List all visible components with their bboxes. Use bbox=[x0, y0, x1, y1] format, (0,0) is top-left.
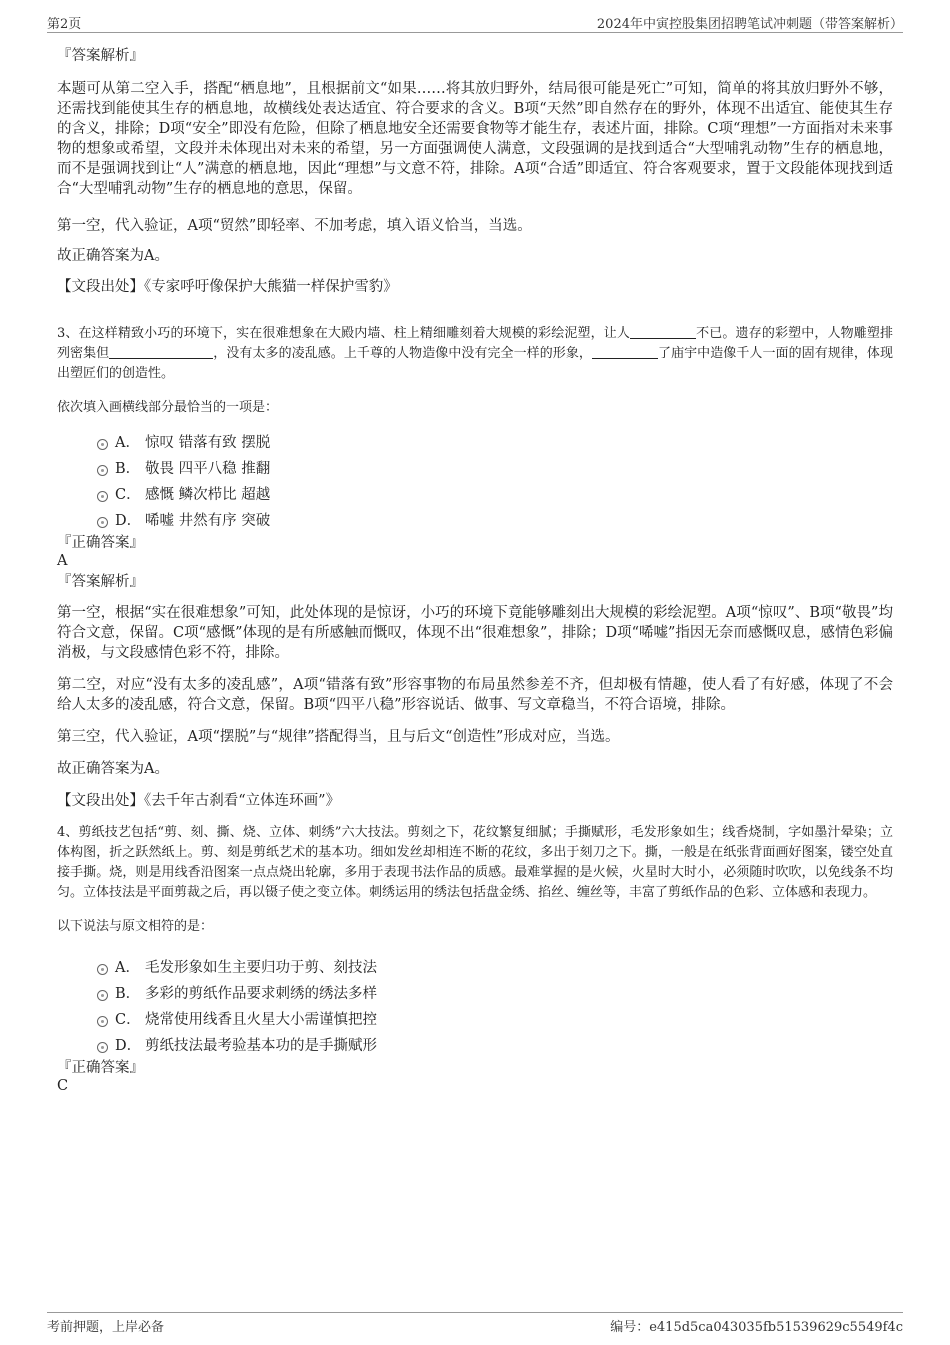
q4-correct-label: 『正确答案』 bbox=[57, 1060, 144, 1076]
q3-source: 【文段出处】《去千年古刹看“立体连环画”》 bbox=[57, 793, 341, 809]
q3-blank-3[interactable] bbox=[592, 344, 658, 359]
q3-option-d[interactable]: D． 唏嘘 井然有序 突破 bbox=[57, 508, 893, 534]
q3-blank-2[interactable] bbox=[109, 344, 213, 359]
q3-correct-answer: A bbox=[57, 553, 68, 569]
page-footer bbox=[47, 1312, 903, 1333]
q4-option-b[interactable]: B． 多彩的剪纸作品要求刺绣的绣法多样 bbox=[57, 981, 893, 1007]
radio-icon[interactable] bbox=[97, 964, 108, 975]
q2-analysis-p1: 本题可从第二空入手，搭配“栖息地”，且根据前文“如果……将其放归野外，结局很可能是死亡”可知，简单的将其放归野外不够，还需找到能使其生存的栖息地，故横线处表达适宜、符合要求的含义。B项“天然”即自然存在的野外，体现不出适宜、能使其生存的含义，排除；D项“安全”即没有危险，但除了栖息地安全还需要食物等才能生存，表述片面，排除。C项“理想”一方面指对未来事物的想象或希望，文段并未体现出对未来的希望，另一方面强调使人满意，文段强调的是找到适合“大型哺乳动物”生存的栖息地，而不是强调找到让“人”满意的栖息地，因此“理想”与文意不符，排除。A项“合适”即适宜、符合客观要求，置于文段能体现找到适合“大型哺乳动物”生存的栖息地的意思，保留。 bbox=[57, 81, 893, 197]
q4-prompt: 以下说法与原文相符的是： bbox=[57, 919, 214, 934]
radio-icon[interactable] bbox=[97, 491, 108, 502]
page-header bbox=[47, 10, 903, 33]
q3-options bbox=[57, 430, 893, 534]
q3-analysis-label: 『答案解析』 bbox=[57, 574, 144, 590]
q3-blank-1[interactable] bbox=[630, 324, 696, 339]
q3-analysis-p4: 故正确答案为A。 bbox=[57, 761, 169, 777]
q3-prompt: 依次填入画横线部分最恰当的一项是： bbox=[57, 400, 279, 415]
q4-option-a[interactable]: A． 毛发形象如生主要归功于剪、刻技法 bbox=[57, 955, 893, 981]
document-title: 2024年中寅控股集团招聘笔试冲刺题（带答案解析） bbox=[596, 17, 903, 32]
q3-option-a[interactable]: A． 惊叹 错落有致 摆脱 bbox=[57, 430, 893, 456]
document-code: e415d5ca043035fb51539629c5549f4c bbox=[649, 1320, 903, 1335]
radio-icon[interactable] bbox=[97, 1042, 108, 1053]
q3-analysis-p2: 第二空，对应“没有太多的凌乱感”，A项“错落有致”形容事物的布局虽然参差不齐，但却极有情趣，使人看了有好感，体现了不会给人太多的凌乱感，符合文意，保留。B项“四平八稳”形容说话、做事、写文章稳当，不符合语境，排除。 bbox=[57, 677, 893, 713]
q3-analysis-p3: 第三空，代入验证，A项“摆脱”与“规律”搭配得当，且与后文“创造性”形成对应，当选。 bbox=[57, 729, 620, 745]
q3-stem: 3、在这样精致小巧的环境下，实在很难想象在大殿内墙、柱上精细雕刻着大规模的彩绘泥塑，让人 不已。遗存的彩塑中，人物雕塑排列密集但 ，没有太多的凌乱感。上千尊的人物造像中没有完全一样的形象， 了庙宇中造像千人一面的固有规律，体现出塑匠们的创造性。 bbox=[57, 326, 893, 381]
q3-correct-label: 『正确答案』 bbox=[57, 535, 144, 551]
q3-option-c[interactable]: C． 感慨 鳞次栉比 超越 bbox=[57, 482, 893, 508]
q4-option-d[interactable]: D． 剪纸技法最考验基本功的是手撕赋形 bbox=[57, 1033, 893, 1059]
radio-icon[interactable] bbox=[97, 465, 108, 476]
footer-code: 编号：e415d5ca043035fb51539629c5549f4c bbox=[610, 1320, 903, 1335]
radio-icon[interactable] bbox=[97, 990, 108, 1001]
q4-correct-answer: C bbox=[57, 1078, 69, 1094]
q3-option-b[interactable]: B． 敬畏 四平八稳 推翻 bbox=[57, 456, 893, 482]
q2-analysis-label: 『答案解析』 bbox=[57, 48, 144, 64]
q2-analysis-p3: 故正确答案为A。 bbox=[57, 248, 169, 264]
q2-analysis-p2: 第一空，代入验证，A项“贸然”即轻率、不加考虑，填入语义恰当，当选。 bbox=[57, 218, 532, 234]
q4-stem: 4、剪纸技艺包括“剪、刻、撕、烧、立体、刺绣”六大技法。剪刻之下，花纹繁复细腻；手撕赋形，毛发形象如生；线香烧制，字如墨汁晕染；立体构图，折之跃然纸上。剪、刻是剪纸艺术的基本功。细如发丝却相连不断的花纹，多出于刻刀之下。撕，一般是在纸张背面画好图案，镂空处直接手撕。烧，则是用线香沿图案一点点烧出轮廓，多用于表现书法作品的质感。最难掌握的是火候，火星时大时小，必须随时吹吹，以免线条不均匀。立体技法是平面剪裁之后，再以镊子使之变立体。刺绣运用的绣法包括盘金绣、掐丝、缠丝等，丰富了剪纸作品的色彩、立体感和表现力。 bbox=[57, 825, 893, 900]
radio-icon[interactable] bbox=[97, 1016, 108, 1027]
q4-options bbox=[57, 955, 893, 1059]
footer-slogan: 考前押题，上岸必备 bbox=[47, 1320, 165, 1335]
radio-icon[interactable] bbox=[97, 439, 108, 450]
radio-icon[interactable] bbox=[97, 517, 108, 528]
q2-source: 【文段出处】《专家呼吁像保护大熊猫一样保护雪豹》 bbox=[57, 279, 398, 295]
q4-option-c[interactable]: C． 烧常使用线香且火星大小需谨慎把控 bbox=[57, 1007, 893, 1033]
q3-analysis-p1: 第一空，根据“实在很难想象”可知，此处体现的是惊讶，小巧的环境下竟能够雕刻出大规模的彩绘泥塑。A项“惊叹”、B项“敬畏”均符合文意，保留。C项“感慨”体现的是有所感触而慨叹，体现不出“很难想象”，排除；D项“唏嘘”指因无奈而感慨叹息，感情色彩偏消极，与文段感情色彩不符，排除。 bbox=[57, 605, 893, 661]
page-content bbox=[57, 46, 893, 1095]
page-number: 第2页 bbox=[47, 17, 82, 32]
